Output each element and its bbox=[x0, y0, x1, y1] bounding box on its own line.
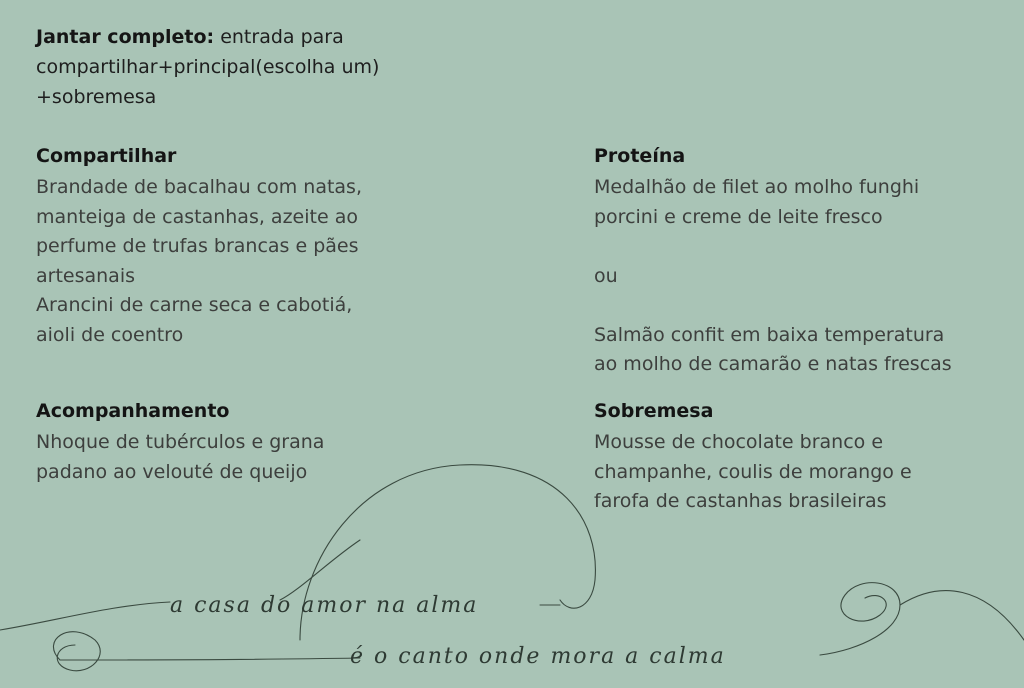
intro-line3: +sobremesa bbox=[36, 86, 157, 108]
section-body: Mousse de chocolate branco e champanhe, coulis de morango e farofa de castanhas brasileiras bbox=[594, 431, 912, 512]
script-line-1: a casa do amor na alma bbox=[170, 593, 479, 618]
section-title: Acompanhamento bbox=[36, 400, 230, 422]
section-title: Compartilhar bbox=[36, 145, 177, 167]
section-body: Medalhão de filet ao molho funghi porcini e creme de leite fresco ou Salmão confit em baixa temperatura ao molho de camarão e natas frescas bbox=[594, 176, 952, 375]
intro-bold: Jantar completo: bbox=[36, 26, 215, 48]
intro-line2: compartilhar+principal(escolha um) bbox=[36, 56, 380, 78]
script-line-2: é o canto onde mora a calma bbox=[350, 644, 726, 669]
section-title: Proteína bbox=[594, 145, 686, 167]
section-title: Sobremesa bbox=[594, 400, 714, 422]
section-body: Brandade de bacalhau com natas, manteiga de castanhas, azeite ao perfume de trufas brancas e pães artesanais Arancini de carne seca e cabotiá, aioli de coentro bbox=[36, 176, 362, 346]
intro-line1: entrada para bbox=[214, 26, 344, 48]
section-body: Nhoque de tubérculos e grana padano ao velouté de queijo bbox=[36, 431, 325, 483]
